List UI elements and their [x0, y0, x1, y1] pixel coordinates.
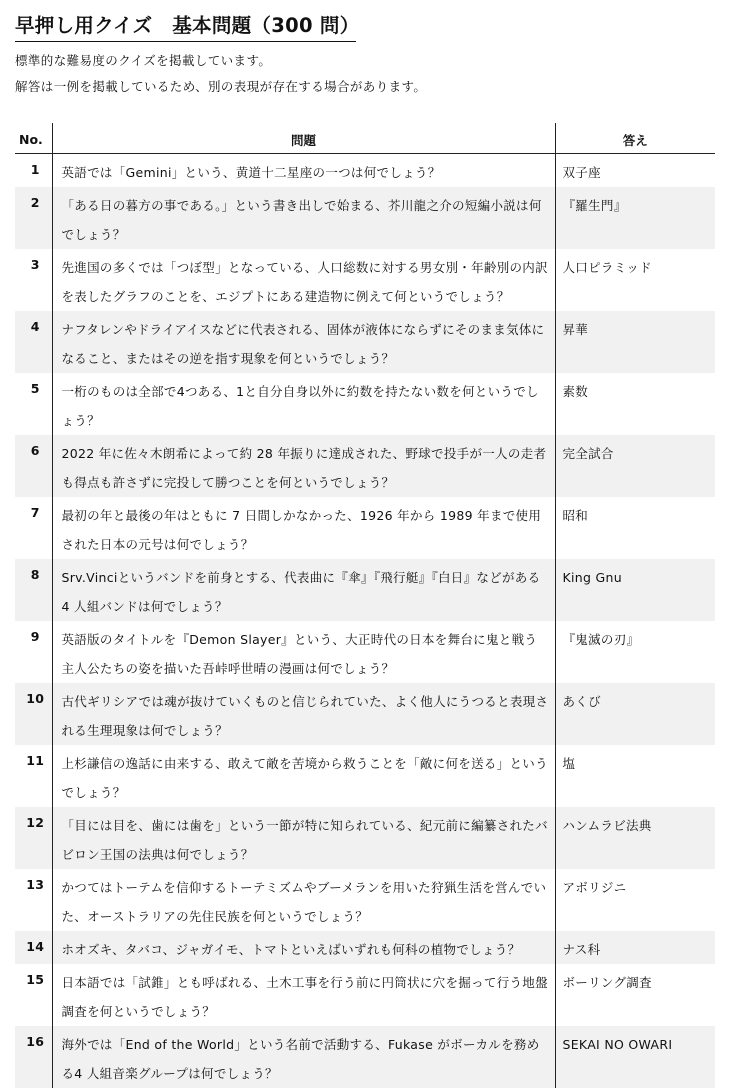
table-row: [15, 249, 715, 311]
question-text: 「目には目を、歯には歯を」という一節が特に知られている、紀元前に編纂されたバビロン王国の法典は何でしょう？: [52, 807, 555, 869]
question-text: 先進国の多くでは「つぼ型」となっている、人口総数に対する男女別・年齢別の内訳を表したグラフのことを、エジプトにある建造物に例えて何というでしょう？: [52, 249, 555, 311]
question-text: 上杉謙信の逸話に由来する、敢えて敵を苦境から救うことを「敵に何を送る」というでしょう？: [52, 745, 555, 807]
row-number: 7: [30, 504, 40, 520]
answer-text: あくび: [555, 683, 715, 745]
description-line-2: 解答は一例を掲載しているため、別の表現が存在する場合があります。: [15, 79, 427, 94]
answer-text: ボーリング調査: [555, 964, 715, 1026]
row-number: 1: [30, 161, 40, 177]
table-row: [15, 435, 715, 497]
answer-text: 昇華: [555, 311, 715, 373]
answer-text: ハンムラビ法典: [555, 807, 715, 869]
question-text: 海外では「End of the World」という名前で活動する、Fukase がボーカルを務める4 人組音楽グループは何でしょう？: [52, 1026, 555, 1088]
question-text: ホオズキ、タバコ、ジャガイモ、トマトといえばいずれも何科の植物でしょう？: [52, 931, 555, 964]
row-number: 10: [15, 683, 52, 745]
answer-text: 人口ピラミッド: [555, 249, 715, 311]
table-row: [15, 153, 715, 187]
row-number: 15: [26, 971, 45, 987]
row-number: 8: [15, 559, 52, 621]
question-text: 「ある日の暮方の事である。」という書き出しで始まる、芥川龍之介の短編小説は何でしょう？: [52, 187, 555, 249]
question-text: かつてはトーテムを信仰するトーテミズムやブーメランを用いた狩猟生活を営んでいた、オーストラリアの先住民族を何というでしょう？: [52, 869, 555, 931]
answer-text: 昭和: [555, 497, 715, 559]
title-block: [15, 14, 360, 42]
answer-text: 塩: [555, 745, 715, 807]
question-text: 日本語では「試錐」とも呼ばれる、土木工事を行う前に円筒状に穴を掘って行う地盤調査を何というでしょう？: [52, 964, 555, 1026]
answer-text: ナス科: [555, 931, 715, 964]
table-row: [15, 931, 715, 964]
question-text: 最初の年と最後の年はともに 7 日間しかなかった、1926 年から 1989 年まで使用された日本の元号は何でしょう？: [52, 497, 555, 559]
header-no: No.: [15, 123, 52, 153]
question-text: ナフタレンやドライアイスなどに代表される、固体が液体にならずにそのまま気体になること、またはその逆を指す現象を何というでしょう？: [52, 311, 555, 373]
question-text: Srv.Vinciというバンドを前身とする、代表曲に『傘』『飛行艇』『白日』などがある4 人組バンドは何でしょう？: [52, 559, 555, 621]
table-row: [15, 1026, 715, 1088]
row-number: 14: [15, 931, 52, 964]
header-question: 問題: [52, 123, 555, 153]
question-text: 英語版のタイトルを『Demon Slayer』という、大正時代の日本を舞台に鬼と戦う主人公たちの姿を描いた吾峠呼世晴の漫画は何でしょう？: [52, 621, 555, 683]
row-number: 16: [15, 1026, 52, 1088]
row-number: 6: [15, 435, 52, 497]
table-header-row: [15, 123, 715, 153]
page-title: 早押し用クイズ 基本問題（300 問）: [15, 14, 360, 37]
row-number: 5: [30, 380, 40, 396]
table-row: [15, 187, 715, 249]
row-number: 3: [30, 256, 40, 272]
table-row: [15, 621, 715, 683]
table-row: [15, 683, 715, 745]
table-row: [15, 964, 715, 1026]
quiz-table: [15, 123, 715, 1088]
table-row: [15, 311, 715, 373]
answer-text: 双子座: [555, 153, 715, 187]
row-number: 11: [26, 752, 45, 768]
question-text: 2022 年に佐々木朗希によって約 28 年振りに達成された、野球で投手が一人の走者も得点も許さずに完投して勝つことを何というでしょう？: [52, 435, 555, 497]
answer-text: アボリジニ: [555, 869, 715, 931]
row-number: 9: [30, 628, 40, 644]
row-number: 12: [15, 807, 52, 869]
question-text: 一桁のものは全部で4つある、1と自分自身以外に約数を持たない数を何というでしょう？: [52, 373, 555, 435]
answer-text: 完全試合: [555, 435, 715, 497]
description-line-1: 標準的な難易度のクイズを掲載しています。: [15, 53, 272, 68]
answer-text: 素数: [555, 373, 715, 435]
table-row: [15, 559, 715, 621]
row-number: 4: [15, 311, 52, 373]
question-text: 古代ギリシアでは魂が抜けていくものと信じられていた、よく他人にうつると表現される生理現象は何でしょう？: [52, 683, 555, 745]
table-row: [15, 373, 715, 435]
table-row: [15, 497, 715, 559]
header-answer: 答え: [555, 123, 715, 153]
row-number: 2: [15, 187, 52, 249]
row-number: 13: [26, 876, 45, 892]
table-body: [15, 153, 715, 1088]
table-row: [15, 869, 715, 931]
answer-text: 『鬼滅の刃』: [555, 621, 715, 683]
answer-text: King Gnu: [555, 559, 715, 621]
answer-text: 『羅生門』: [555, 187, 715, 249]
table-row: [15, 807, 715, 869]
answer-text: SEKAI NO OWARI: [555, 1026, 715, 1088]
question-text: 英語では「Gemini」という、黄道十二星座の一つは何でしょう？: [52, 153, 555, 187]
table-row: [15, 745, 715, 807]
